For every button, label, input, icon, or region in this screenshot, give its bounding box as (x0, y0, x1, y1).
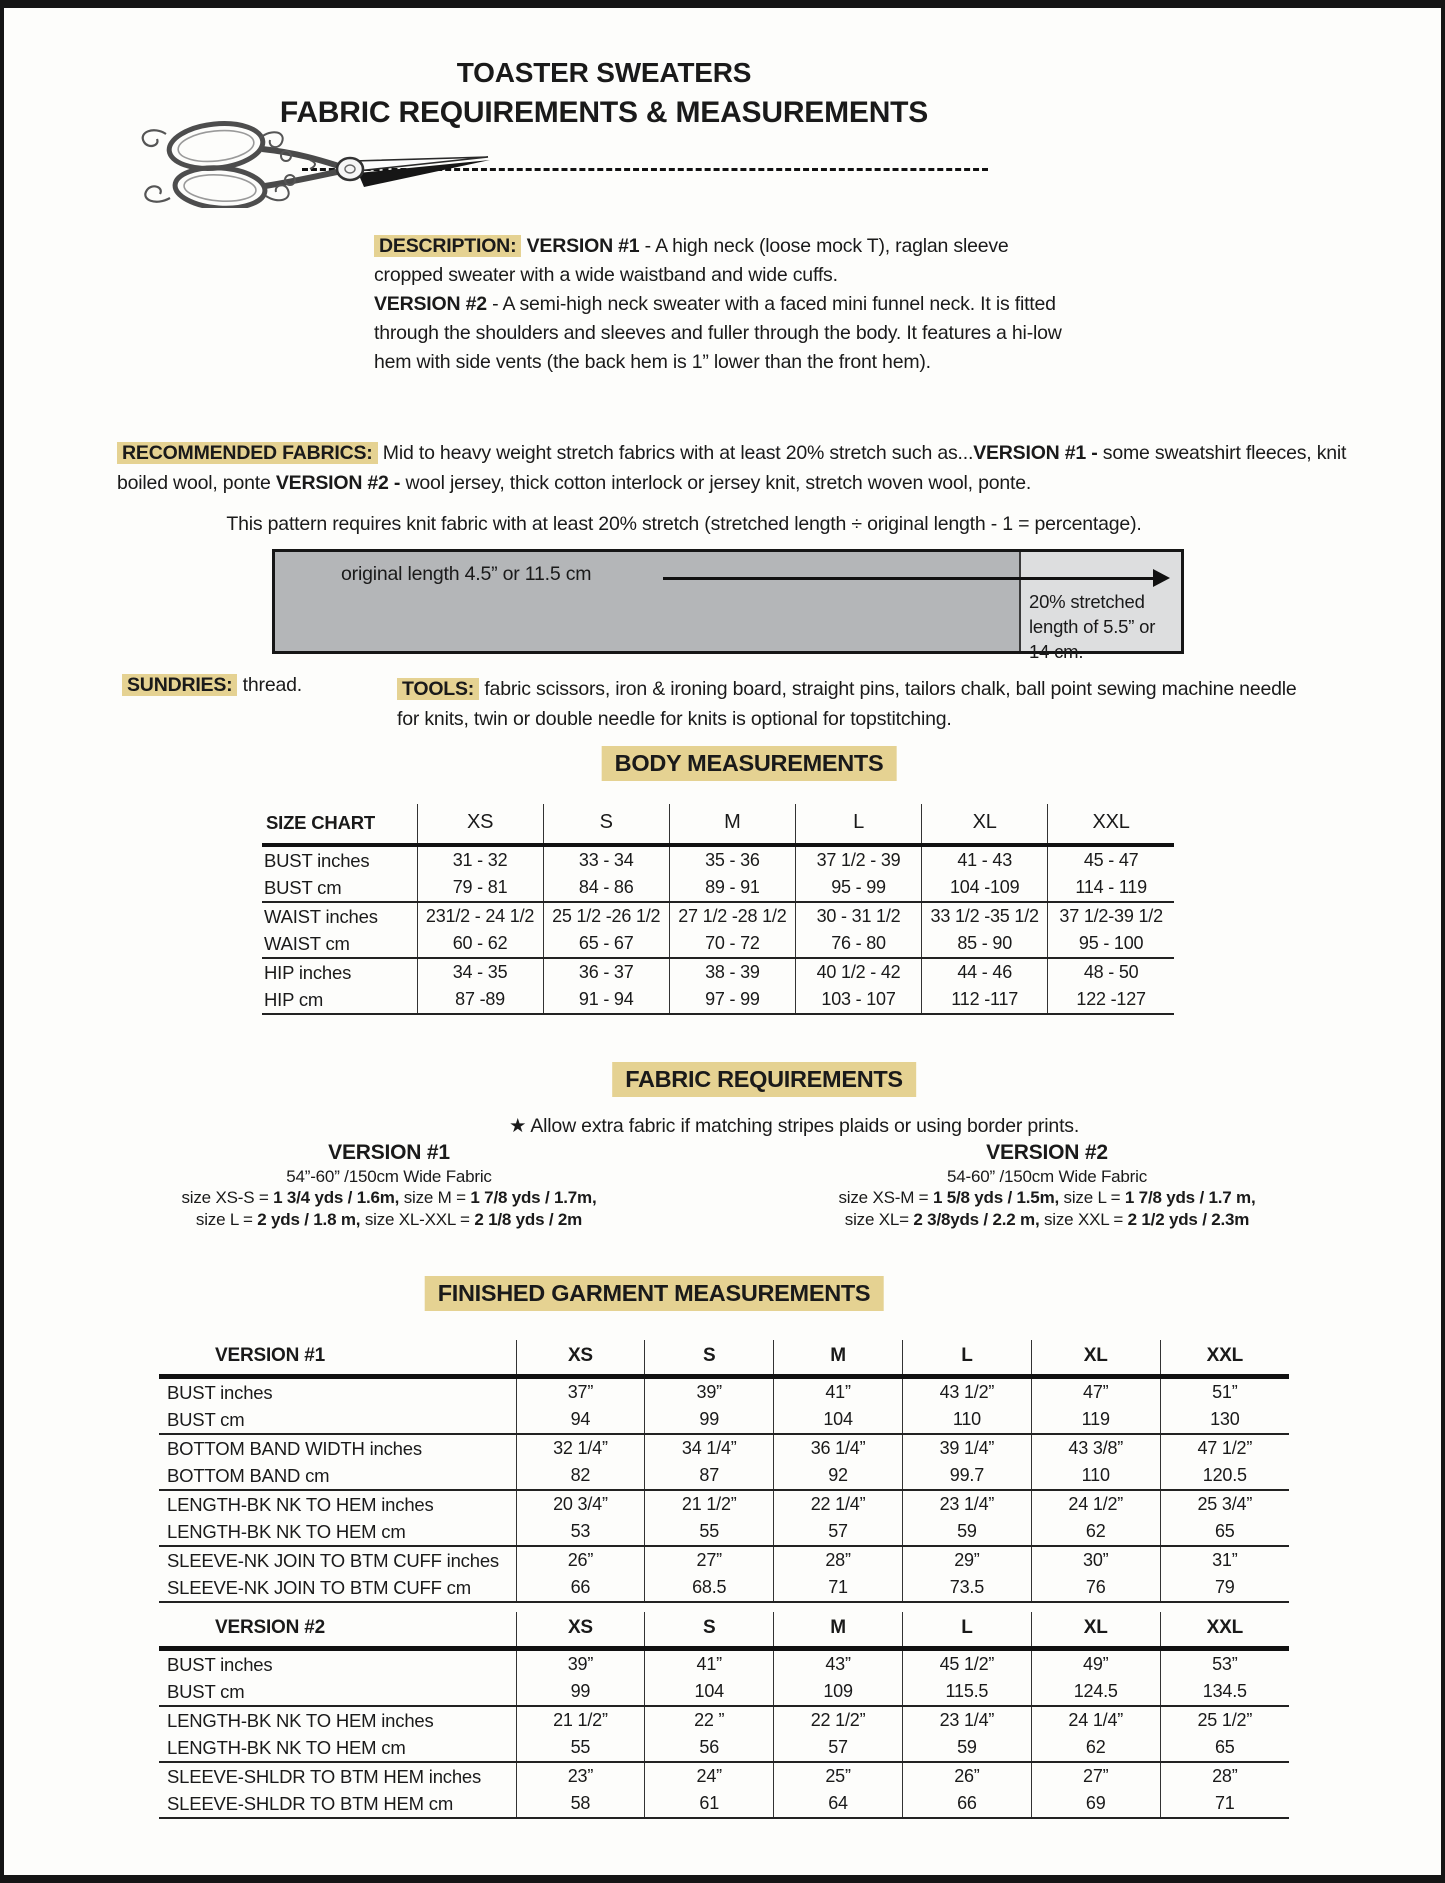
measurement-cell: 109 (774, 1678, 903, 1706)
original-length-label: original length 4.5” or 11.5 cm (341, 563, 592, 585)
table-row (262, 902, 1174, 930)
measurement-cell: 30” (1031, 1546, 1160, 1574)
yardage-text: size L = (195, 1210, 258, 1229)
measurement-cell: 45 - 47 (1048, 845, 1174, 874)
measurement-cell: 39” (516, 1649, 645, 1679)
page-title-line2: FABRIC REQUIREMENTS & MEASUREMENTS (279, 96, 929, 129)
yardage-value: 2 3/8yds / 2.2 m, (913, 1210, 1040, 1229)
measurement-cell: 20 3/4” (516, 1490, 645, 1518)
table-row (262, 958, 1174, 986)
measurement-cell: 62 (1031, 1518, 1160, 1546)
measurement-cell: 95 - 99 (795, 874, 921, 902)
stretch-arrow-head (1153, 569, 1170, 587)
row-label: LENGTH-BK NK TO HEM inches (159, 1706, 516, 1734)
recommended-fabrics-label: RECOMMENDED FABRICS: (117, 442, 378, 464)
measurement-cell: 71 (774, 1574, 903, 1602)
measurement-cell: 41” (774, 1377, 903, 1407)
yardage-value: 1 7/8 yds / 1.7m, (470, 1188, 597, 1207)
description-paragraph (374, 232, 1080, 377)
measurement-cell: 76 - 80 (795, 930, 921, 958)
measurement-cell: 37 1/2 - 39 (795, 845, 921, 874)
page-title-line1: TOASTER SWEATERS (456, 57, 752, 88)
measurement-cell: 115.5 (902, 1678, 1031, 1706)
column-header: XS (516, 1612, 645, 1649)
measurement-cell: 40 1/2 - 42 (795, 958, 921, 986)
measurement-cell: 55 (645, 1518, 774, 1546)
measurement-cell: 38 - 39 (669, 958, 795, 986)
measurement-cell: 25 1/2 -26 1/2 (543, 902, 669, 930)
measurement-cell: 61 (645, 1790, 774, 1818)
measurement-cell: 31 - 32 (417, 845, 543, 874)
sundries-paragraph (122, 674, 302, 697)
stretched-section (1019, 552, 1181, 662)
column-header: XL (1031, 1340, 1160, 1377)
row-label: BUST cm (167, 1409, 245, 1430)
table-row (159, 1678, 1289, 1706)
measurement-cell: 22 1/4” (774, 1490, 903, 1518)
row-label: SLEEVE-NK JOIN TO BTM CUFF cm (159, 1574, 516, 1602)
column-header: XL (1031, 1612, 1160, 1649)
measurement-cell: 103 - 107 (795, 986, 921, 1014)
measurement-cell: 87 (645, 1462, 774, 1490)
table-row (159, 1649, 1289, 1679)
tools-text: fabric scissors, iron & ironing board, straight pins, tailors chalk, ball point sewing machine needle for knits, twin or double needle for knits is optional for topstitching. (397, 678, 1297, 730)
table-row (262, 930, 1174, 958)
yardage-text: size XL-XXL = (360, 1210, 475, 1229)
sundries-label: SUNDRIES: (122, 674, 237, 696)
table-row (159, 1434, 1289, 1462)
stretched-line2: length of 5.5” or (1029, 616, 1156, 637)
fabric-version1-yardage-line2 (139, 1209, 639, 1231)
measurement-cell: 32 1/4” (516, 1434, 645, 1462)
measurement-cell: 119 (1031, 1406, 1160, 1434)
stretch-arrow (663, 577, 1157, 580)
measurement-cell: 41 - 43 (922, 845, 1048, 874)
measurement-cell: 33 1/2 -35 1/2 (922, 902, 1048, 930)
measurement-cell: 85 - 90 (922, 930, 1048, 958)
measurement-cell: 104 (645, 1678, 774, 1706)
measurement-cell: 97 - 99 (669, 986, 795, 1014)
measurement-cell: 24 1/4” (1031, 1706, 1160, 1734)
measurement-cell: 53 (516, 1518, 645, 1546)
description-label: DESCRIPTION: (374, 235, 521, 257)
table-row (159, 1462, 1289, 1490)
yardage-value: 1 5/8 yds / 1.5m, (932, 1188, 1060, 1207)
measurement-cell: 73.5 (902, 1574, 1031, 1602)
table-row (159, 1406, 1289, 1434)
measurement-cell: 124.5 (1031, 1678, 1160, 1706)
measurement-cell: 44 - 46 (922, 958, 1048, 986)
fabric-version1-title: VERSION #1 (328, 1141, 450, 1164)
recommended-fabrics-version2-label: VERSION #2 - (275, 472, 406, 494)
yardage-text: size M = (399, 1188, 471, 1207)
measurement-cell: 43” (774, 1649, 903, 1679)
column-header: XS (516, 1340, 645, 1377)
sundries-text: thread. (237, 674, 302, 696)
measurement-cell: 114 - 119 (1048, 874, 1174, 902)
measurement-cell: 57 (774, 1518, 903, 1546)
measurement-cell: 92 (774, 1462, 903, 1490)
row-label: SLEEVE-SHLDR TO BTM HEM inches (159, 1762, 516, 1790)
body-measurements-heading: BODY MEASUREMENTS (602, 746, 897, 781)
table-row (159, 1762, 1289, 1790)
finished-version2-table (159, 1612, 1289, 1819)
measurement-cell: 62 (1031, 1734, 1160, 1762)
measurement-cell: 87 -89 (417, 986, 543, 1014)
stretch-requirement-note: This pattern requires knit fabric with at least 20% stretch (stretched length ÷ original length - 1 = percentage). (226, 513, 1142, 535)
measurement-cell: 84 - 86 (543, 874, 669, 902)
fabric-version2-yardage-line2 (797, 1209, 1297, 1231)
measurement-cell: 70 - 72 (669, 930, 795, 958)
table-title-cell: VERSION #2 (159, 1612, 516, 1649)
measurement-cell: 51” (1160, 1377, 1289, 1407)
column-header: XXL (1048, 804, 1174, 845)
measurement-cell: 28” (1160, 1762, 1289, 1790)
column-header: L (902, 1612, 1031, 1649)
measurement-cell: 25 1/2” (1160, 1706, 1289, 1734)
measurement-cell: 56 (645, 1734, 774, 1762)
measurement-cell: 110 (1031, 1462, 1160, 1490)
measurement-cell: 110 (902, 1406, 1031, 1434)
measurement-cell: 59 (902, 1518, 1031, 1546)
row-label: HIP inches (262, 958, 417, 986)
fabric-requirements-heading: FABRIC REQUIREMENTS (612, 1062, 916, 1097)
measurement-cell: 53” (1160, 1649, 1289, 1679)
yardage-text: size XS-S = (181, 1188, 274, 1207)
row-label: BUST cm (167, 1681, 245, 1702)
row-label: LENGTH-BK NK TO HEM cm (167, 1737, 406, 1758)
row-label: BUST inches (167, 1382, 273, 1403)
fabric-version2-width: 54-60” /150cm Wide Fabric (946, 1167, 1148, 1186)
table-row (159, 1377, 1289, 1407)
measurement-cell: 134.5 (1160, 1678, 1289, 1706)
measurement-cell: 47” (1031, 1377, 1160, 1407)
fabric-version2-yardage-line1 (797, 1187, 1297, 1209)
measurement-cell: 43 1/2” (902, 1377, 1031, 1407)
measurement-cell: 27” (645, 1546, 774, 1574)
measurement-cell: 104 -109 (922, 874, 1048, 902)
column-header: M (774, 1340, 903, 1377)
table-title-cell: VERSION #1 (159, 1340, 516, 1377)
row-label: BUST inches (264, 850, 370, 871)
table-title-cell: SIZE CHART (262, 804, 417, 845)
table-row (262, 874, 1174, 902)
column-header: L (795, 804, 921, 845)
body-measurements-table (262, 804, 1174, 1015)
measurement-cell: 99 (516, 1678, 645, 1706)
measurement-cell: 65 - 67 (543, 930, 669, 958)
column-header: XXL (1160, 1612, 1289, 1649)
stretched-length-label (1029, 589, 1155, 664)
fabric-version1-width: 54”-60” /150cm Wide Fabric (286, 1167, 492, 1186)
table-row (159, 1706, 1289, 1734)
description-version2-label: VERSION #2 (374, 293, 487, 315)
yardage-value: 1 7/8 yds / 1.7 m, (1124, 1188, 1256, 1207)
fabric-version2-title: VERSION #2 (986, 1141, 1108, 1164)
measurement-cell: 65 (1160, 1518, 1289, 1546)
recommended-fabrics-paragraph (117, 438, 1354, 498)
measurement-cell: 48 - 50 (1048, 958, 1174, 986)
row-label: BUST cm (264, 877, 342, 898)
fabric-version1-block (139, 1140, 639, 1231)
yardage-value: 1 3/4 yds / 1.6m, (273, 1188, 400, 1207)
measurement-cell: 23” (516, 1762, 645, 1790)
measurement-cell: 79 - 81 (417, 874, 543, 902)
yardage-text: size XS-M = (838, 1188, 933, 1207)
column-header: XXL (1160, 1340, 1289, 1377)
row-label: BOTTOM BAND WIDTH inches (159, 1434, 516, 1462)
measurement-cell: 27” (1031, 1762, 1160, 1790)
measurement-cell: 57 (774, 1734, 903, 1762)
table-header-row (159, 1340, 1289, 1377)
measurement-cell: 68.5 (645, 1574, 774, 1602)
measurement-cell: 21 1/2” (645, 1490, 774, 1518)
row-label: WAIST inches (262, 902, 417, 930)
measurement-cell: 22 1/2” (774, 1706, 903, 1734)
description-version2-text: - A semi-high neck sweater with a faced mini funnel neck. It is fitted through the shoulders and sleeves and fuller through the body. It features a hi-low hem with side vents (the back hem is 1” lower than the front hem). (374, 293, 1062, 373)
table-row (159, 1490, 1289, 1518)
table-row (159, 1518, 1289, 1546)
column-header: S (543, 804, 669, 845)
measurement-cell: 21 1/2” (516, 1706, 645, 1734)
column-header: S (645, 1612, 774, 1649)
measurement-cell: 58 (516, 1790, 645, 1818)
row-label: BOTTOM BAND cm (167, 1465, 330, 1486)
measurement-cell: 89 - 91 (669, 874, 795, 902)
finished-garment-heading: FINISHED GARMENT MEASUREMENTS (425, 1276, 884, 1311)
recommended-fabrics-intro: Mid to heavy weight stretch fabrics with at least 20% stretch such as... (377, 442, 974, 464)
table-row (159, 1790, 1289, 1818)
measurement-cell: 26” (516, 1546, 645, 1574)
measurement-cell: 66 (516, 1574, 645, 1602)
measurement-cell: 122 -127 (1048, 986, 1174, 1014)
table-row (159, 1546, 1289, 1574)
measurement-cell: 60 - 62 (417, 930, 543, 958)
table-row (262, 845, 1174, 874)
yardage-text: size XXL = (1039, 1210, 1128, 1229)
fabric-version2-block (797, 1140, 1297, 1231)
table-header-row (262, 804, 1174, 845)
measurement-cell: 24” (645, 1762, 774, 1790)
measurement-cell: 31” (1160, 1546, 1289, 1574)
yardage-value: 2 1/8 yds / 2m (474, 1210, 583, 1229)
yardage-text: size L = (1059, 1188, 1125, 1207)
measurement-cell: 55 (516, 1734, 645, 1762)
measurement-cell: 231/2 - 24 1/2 (417, 902, 543, 930)
yardage-text: size XL= (844, 1210, 914, 1229)
row-label: HIP cm (262, 986, 417, 1014)
measurement-cell: 66 (902, 1790, 1031, 1818)
scissors-icon (100, 116, 492, 208)
column-header: M (774, 1612, 903, 1649)
measurement-cell: 59 (902, 1734, 1031, 1762)
measurement-cell: 22 ” (645, 1706, 774, 1734)
measurement-cell: 33 - 34 (543, 845, 669, 874)
yardage-value: 2 1/2 yds / 2.3m (1127, 1210, 1250, 1229)
row-label: SLEEVE-SHLDR TO BTM HEM cm (159, 1790, 516, 1818)
stretched-line1: 20% stretched (1029, 591, 1145, 612)
measurement-cell: 104 (774, 1406, 903, 1434)
measurement-cell: 37” (516, 1377, 645, 1407)
column-header: M (669, 804, 795, 845)
tools-paragraph (397, 674, 1322, 734)
measurement-cell: 65 (1160, 1734, 1289, 1762)
row-label: BUST inches (167, 1654, 273, 1675)
measurement-cell: 76 (1031, 1574, 1160, 1602)
measurement-cell: 95 - 100 (1048, 930, 1174, 958)
measurement-cell: 99 (645, 1406, 774, 1434)
measurement-cell: 120.5 (1160, 1462, 1289, 1490)
recommended-fabrics-version1-label: VERSION #1 - (973, 442, 1103, 464)
table-row (262, 986, 1174, 1014)
measurement-cell: 34 1/4” (645, 1434, 774, 1462)
measurement-cell: 30 - 31 1/2 (795, 902, 921, 930)
column-header: XS (417, 804, 543, 845)
stretched-line3: 14 cm. (1029, 641, 1084, 662)
measurement-cell: 94 (516, 1406, 645, 1434)
table-header-row (159, 1612, 1289, 1649)
measurement-cell: 37 1/2-39 1/2 (1048, 902, 1174, 930)
measurement-cell: 26” (902, 1762, 1031, 1790)
measurement-cell: 25 3/4” (1160, 1490, 1289, 1518)
measurement-cell: 39 1/4” (902, 1434, 1031, 1462)
row-label: LENGTH-BK NK TO HEM cm (167, 1521, 406, 1542)
measurement-cell: 36 - 37 (543, 958, 669, 986)
row-label: SLEEVE-NK JOIN TO BTM CUFF inches (159, 1546, 516, 1574)
tools-label: TOOLS: (397, 678, 479, 700)
measurement-cell: 24 1/2” (1031, 1490, 1160, 1518)
recommended-fabrics-version2-text: wool jersey, thick cotton interlock or jersey knit, stretch woven wool, ponte. (405, 472, 1032, 494)
measurement-cell: 69 (1031, 1790, 1160, 1818)
measurement-cell: 39” (645, 1377, 774, 1407)
measurement-cell: 64 (774, 1790, 903, 1818)
table-row (159, 1574, 1289, 1602)
measurement-cell: 35 - 36 (669, 845, 795, 874)
column-header: S (645, 1340, 774, 1377)
measurement-cell: 112 -117 (922, 986, 1048, 1014)
row-label: LENGTH-BK NK TO HEM inches (159, 1490, 516, 1518)
measurement-cell: 23 1/4” (902, 1490, 1031, 1518)
column-header: L (902, 1340, 1031, 1377)
measurement-cell: 45 1/2” (902, 1649, 1031, 1679)
measurement-cell: 29” (902, 1546, 1031, 1574)
measurement-cell: 47 1/2” (1160, 1434, 1289, 1462)
measurement-cell: 91 - 94 (543, 986, 669, 1014)
yardage-value: 2 yds / 1.8 m, (257, 1210, 361, 1229)
measurement-cell: 49” (1031, 1649, 1160, 1679)
description-version1-text: - A high neck (loose mock T), raglan sleeve cropped sweater with a wide waistband and wide cuffs. (374, 235, 1009, 286)
measurement-cell: 25” (774, 1762, 903, 1790)
fabric-version1-yardage-line1 (139, 1187, 639, 1209)
stretch-diagram (272, 549, 1184, 662)
measurement-cell: 79 (1160, 1574, 1289, 1602)
table-row (159, 1734, 1289, 1762)
measurement-cell: 99.7 (902, 1462, 1031, 1490)
measurement-cell: 71 (1160, 1790, 1289, 1818)
column-header: XL (922, 804, 1048, 845)
measurement-cell: 23 1/4” (902, 1706, 1031, 1734)
measurement-cell: 36 1/4” (774, 1434, 903, 1462)
measurement-cell: 130 (1160, 1406, 1289, 1434)
description-version1-label: VERSION #1 (526, 235, 640, 257)
measurement-cell: 27 1/2 -28 1/2 (669, 902, 795, 930)
measurement-cell: 28” (774, 1546, 903, 1574)
measurement-cell: 41” (645, 1649, 774, 1679)
row-label: WAIST cm (264, 933, 350, 954)
measurement-cell: 34 - 35 (417, 958, 543, 986)
fabric-extra-note: ★ Allow extra fabric if matching stripes plaids or using border prints. (508, 1115, 1080, 1137)
measurement-cell: 43 3/8” (1031, 1434, 1160, 1462)
recommended-fabrics-version1-text: some sweatshirt fleeces, knit boiled wool, ponte (117, 442, 1347, 494)
measurement-cell: 82 (516, 1462, 645, 1490)
finished-version1-table (159, 1340, 1289, 1603)
